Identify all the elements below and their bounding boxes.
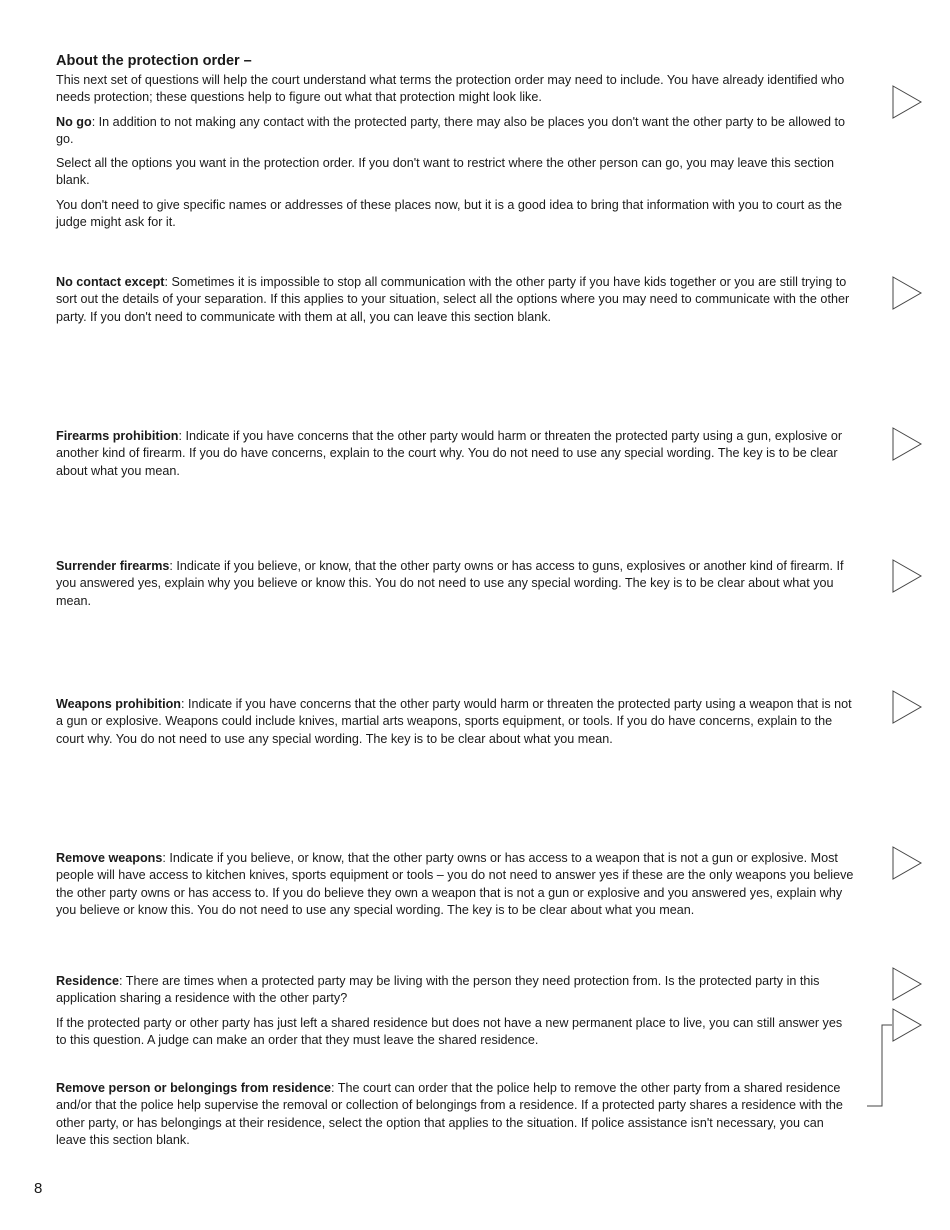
page-title: About the protection order – <box>56 53 252 69</box>
firearms-prohibition-paragraph <box>56 428 856 480</box>
no-go-heading: No go <box>56 114 92 129</box>
section-remove-person <box>56 1080 856 1156</box>
no-contact-paragraph <box>56 274 856 326</box>
weapons-prohibition-paragraph <box>56 696 856 748</box>
remove-person-text: : The court can order that the police help to remove the other party from a shared residence and/or that the police help supervise the removal or collection of belongings from a residence. If a protected party shares a residence with the other party, or has belongings at their residence, select the option that applies to the situation. If police assistance isn't necessary, you can leave this section blank. <box>56 1081 843 1147</box>
residence-paragraph <box>56 973 856 1008</box>
arrow-icon-weapons-prohibition <box>892 690 922 724</box>
section-remove-weapons <box>56 850 856 926</box>
no-go-paragraph-2: Select all the options you want in the protection order. If you don't want to restrict where the other person can go, you may leave this section blank. <box>56 156 835 188</box>
arrow-icon-no-contact <box>892 276 922 310</box>
residence-text: : There are times when a protected party may be living with the person they need protection from. Is the protected party in this application sharing a residence with the other party? <box>56 974 820 1006</box>
surrender-firearms-paragraph <box>56 558 856 610</box>
arrow-icon-residence <box>892 967 922 1001</box>
weapons-prohibition-text: : Indicate if you have concerns that the other party would harm or threaten the protected party using a weapon that is not a gun or explosive. Weapons could include knives, martial arts weapons, sports equipment, or tools. If you do have concerns, explain to the court why. You do not need to use any special wording. The key is to be clear about what you mean. <box>56 697 852 746</box>
firearms-prohibition-heading: Firearms prohibition <box>56 429 179 443</box>
no-contact-heading: No contact except <box>56 275 165 289</box>
section-intro <box>56 72 856 238</box>
arrow-icon-firearms-prohibition <box>892 427 922 461</box>
section-surrender-firearms <box>56 558 856 617</box>
section-residence <box>56 973 856 1056</box>
weapons-prohibition-heading: Weapons prohibition <box>56 697 181 711</box>
remove-weapons-paragraph <box>56 850 856 919</box>
remove-weapons-heading: Remove weapons <box>56 851 163 865</box>
section-weapons-prohibition <box>56 696 856 755</box>
surrender-firearms-text: : Indicate if you believe, or know, that the other party owns or has access to guns, explosives or another kind of firearm. If you answered yes, explain why you believe or know this. You do not need to use any special wording. The key is to be clear about what you mean. <box>56 559 844 608</box>
arrow-icon-no-go <box>892 85 922 119</box>
surrender-firearms-heading: Surrender firearms <box>56 559 170 573</box>
residence-heading: Residence <box>56 974 119 988</box>
residence-paragraph-2: If the protected party or other party has just left a shared residence but does not have a new permanent place to live, you can still answer yes to this question. A judge can make an order that they must leave the shared residence. <box>56 1015 843 1047</box>
remove-person-paragraph <box>56 1080 856 1149</box>
no-go-paragraph-3: You don't need to give specific names or addresses of these places now, but it is a good idea to bring that information with you to court as the judge might ask for it. <box>56 197 843 230</box>
bracket-connector <box>866 1024 896 1108</box>
page-number: 8 <box>34 1180 43 1197</box>
arrow-icon-remove-weapons <box>892 846 922 880</box>
intro-text: This next set of questions will help the court understand what terms the protection order may need to include. You have already identified who needs protection; these questions help to figure out what that protection might look like. <box>56 73 845 105</box>
remove-weapons-text: : Indicate if you believe, or know, that the other party owns or has access to a weapon that is not a gun or explosive. Most people will have access to kitchen knives, sports equipment or tools – you do not need to answer yes if these are the only weapons you believe the other party owns or has access to. If you do believe they own a weapon that is not a gun or explosive and you answered yes, explain why you believe or know this. You do not need to use any special wording. The key is to be clear about what you mean. <box>56 851 854 917</box>
arrow-icon-surrender-firearms <box>892 559 922 593</box>
no-go-text: : In addition to not making any contact with the protected party, there may also be places you don't want the other party to be allowed to go. <box>56 114 846 146</box>
remove-person-heading: Remove person or belongings from residence <box>56 1081 332 1095</box>
section-firearms-prohibition <box>56 428 856 487</box>
firearms-prohibition-text: : Indicate if you have concerns that the other party would harm or threaten the protected party using a gun, explosive or another kind of firearm. If you do have concerns, explain to the court why. You do not need to use any special wording. The key is to be clear about what you mean. <box>56 429 843 478</box>
arrow-icon-remove-person <box>892 1008 922 1042</box>
no-contact-text: : Sometimes it is impossible to stop all communication with the other party if you have kids together or you are still trying to sort out the details of your separation. If this applies to your situation, select all the options where you may need to communicate with the other party. If you don't need to communicate with them at all, you can leave this section blank. <box>56 275 850 324</box>
no-go-paragraph <box>56 114 856 149</box>
section-no-contact <box>56 274 856 333</box>
